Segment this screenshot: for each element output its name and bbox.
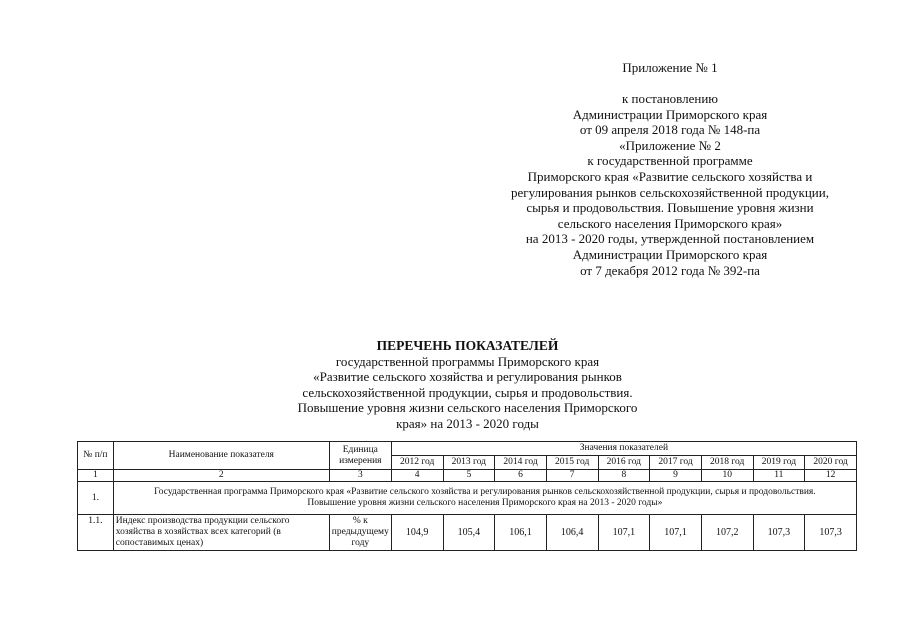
appendix-line: на 2013 - 2020 годы, утвержденной постановлением	[525, 231, 815, 247]
column-number: 3	[329, 470, 391, 482]
column-number: 10	[701, 470, 753, 482]
header-year: 2015 год	[546, 456, 598, 470]
row-value: 107,1	[598, 515, 650, 551]
title-line: государственной программы Приморского края	[335, 353, 600, 369]
table-row	[78, 515, 857, 551]
column-number: 9	[650, 470, 702, 482]
appendix-title: Приложение № 1	[622, 60, 718, 75]
section-num: 1.	[78, 482, 114, 515]
appendix-line: к государственной программе	[587, 153, 753, 169]
column-number: 7	[546, 470, 598, 482]
appendix-line: от 7 декабря 2012 года № 392-па	[580, 262, 760, 278]
section-text: Государственная программа Приморского края «Развитие сельского хозяйства и регулирования рынков сельскохозяйственной продукции, сырья и продовольствия. Повышение уровня жизни сельского населения Приморского края на 2013 - 2020 годы»	[113, 482, 856, 515]
row-value: 106,1	[495, 515, 547, 551]
header-year: 2012 год	[391, 456, 443, 470]
row-value: 107,1	[650, 515, 702, 551]
appendix-line: «Приложение № 2	[619, 137, 721, 153]
row-value: 106,4	[546, 515, 598, 551]
column-number: 11	[753, 470, 805, 482]
row-unit: % к предыдущему году	[329, 515, 391, 551]
appendix-line: сырья и продовольствия. Повышение уровня жизни	[526, 200, 814, 216]
header-values: Значения показателей	[391, 442, 856, 456]
column-number: 1	[78, 470, 114, 482]
header-num: № п/п	[78, 442, 114, 470]
header-year: 2020 год	[805, 456, 857, 470]
section-row	[78, 482, 857, 515]
column-numbers-row	[78, 470, 857, 482]
row-value: 107,2	[701, 515, 753, 551]
header-year: 2013 год	[443, 456, 495, 470]
appendix-line: от 09 апреля 2018 года № 148-па	[579, 122, 761, 138]
indicators-table	[77, 441, 857, 551]
appendix-line: Администрации Приморского края	[572, 246, 768, 262]
title-line: сельскохозяйственной продукции, сырья и продовольствия.	[302, 384, 633, 400]
row-value: 107,3	[753, 515, 805, 551]
title-line: края» на 2013 - 2020 годы	[396, 415, 539, 431]
column-number: 5	[443, 470, 495, 482]
header-unit: Единица измерения	[329, 442, 391, 470]
column-number: 12	[805, 470, 857, 482]
row-name: Индекс производства продукции сельского хозяйства в хозяйствах всех категорий (в сопоставимых ценах)	[113, 515, 329, 551]
header-year: 2014 год	[495, 456, 547, 470]
header-year: 2017 год	[650, 456, 702, 470]
row-num: 1.1.	[78, 515, 114, 551]
header-year: 2018 год	[701, 456, 753, 470]
appendix-line: Администрации Приморского края	[572, 106, 768, 122]
header-year: 2016 год	[598, 456, 650, 470]
appendix-lines	[470, 91, 870, 278]
appendix-line: Приморского края «Развитие сельского хозяйства и	[527, 168, 813, 184]
row-value: 104,9	[391, 515, 443, 551]
column-number: 6	[495, 470, 547, 482]
column-number: 4	[391, 470, 443, 482]
column-number: 2	[113, 470, 329, 482]
document-title	[195, 338, 740, 432]
row-value: 105,4	[443, 515, 495, 551]
appendix-line: сельского населения Приморского края»	[557, 215, 783, 231]
title-line: Повышение уровня жизни сельского населения Приморского	[297, 400, 638, 416]
document-heading: ПЕРЕЧЕНЬ ПОКАЗАТЕЛЕЙ	[376, 338, 559, 353]
row-value: 107,3	[805, 515, 857, 551]
header-name: Наименование показателя	[113, 442, 329, 470]
appendix-line: к постановлению	[621, 91, 719, 106]
title-line: «Развитие сельского хозяйства и регулирования рынков	[313, 369, 622, 385]
appendix-line: регулирования рынков сельскохозяйственной продукции,	[511, 184, 829, 200]
header-year: 2019 год	[753, 456, 805, 470]
column-number: 8	[598, 470, 650, 482]
table-header-row	[78, 442, 857, 456]
